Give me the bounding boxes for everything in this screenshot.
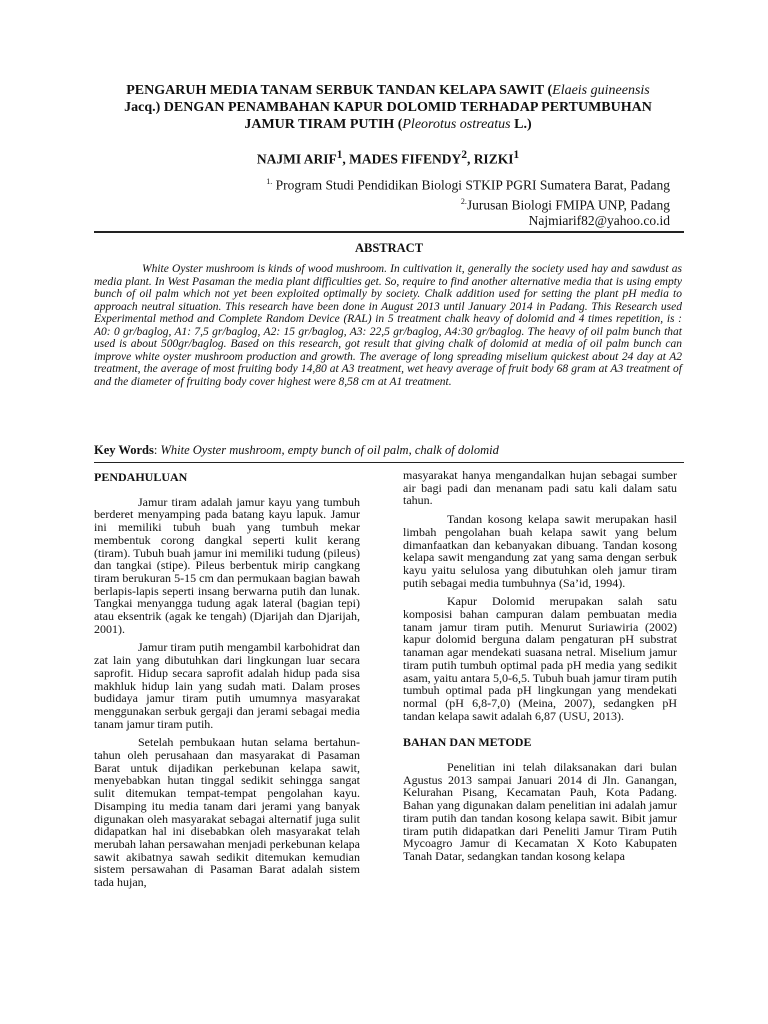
section-heading-methods: BAHAN DAN METODE [403,735,532,750]
abstract-heading: ABSTRACT [354,241,424,255]
title-text-2: Jacq.) [124,100,164,115]
left-column [94,471,360,895]
title-species-2: Pleorotus ostreatus [402,117,511,132]
author-separator: , [342,151,350,167]
author-3: RIZKI [473,151,514,167]
keywords-colon: : [153,443,161,457]
author-email: Najmiarif82@yahoo.co.id [528,213,670,228]
paragraph: Tandan kosong kelapa sawit merupakan hasil limbah pengolahan buah kelapa sawit yang belum dimanfaatkan dan kebanyakan dibuang. Tandan kosong kelapa sawit mengandung zat yang sama dengan serbuk kayu yaitu selulosa yang dibutuhkan oleh jamur tiram putih sebagai media tumbuhnya (Sa’id, 1994). [403,512,677,590]
header-divider [94,231,684,233]
keywords-divider [94,462,684,463]
right-column [403,469,677,869]
affiliation-2-sup: 2. [460,196,467,206]
author-1: NAJMI ARIF [256,151,337,167]
affiliation-2 [170,194,670,214]
author-2-sup: 2 [461,149,467,161]
affiliation-1-text: Program Studi Pendidikan Biologi STKIP PGRI Sumatera Barat, Padang [272,177,670,193]
paper-title [108,82,668,133]
title-species-1: Elaeis guineensis [552,83,650,98]
affiliation-1-sup: 1. [266,177,273,186]
keywords-label: Key Words [94,443,154,457]
paragraph: masyarakat hanya mengandalkan hujan sebagai sumber air bagi padi dan menanam padi satu kali dalam satu tahun. [403,468,677,508]
affiliation-1 [170,174,670,194]
title-text-4: L.) [510,117,532,132]
affiliation-2-text: Jurusan Biologi FMIPA UNP, Padang [466,197,670,212]
paragraph: Kapur Dolomid merupakan salah satu komposisi bahan campuran dalam pembuatan media tanam jamur tiram putih. Menurut Suriawiria (2002) kapur dolomid berguna dalam pengaturan pH substrat tanaman agar mendekati suasana netral. Miselium jamur tiram putih tumbuh optimal pada pH media yang sedikit asam, yaitu antara 5,0-6,5. Tubuh buah jamur tiram putih tumbuh optimal pada pH lingkungan yang mendekati normal (pH 6,8-7,0) (Meina, 2007), sedangken pH tandan kelapa sawit adalah 6,87 (USU, 2013). [403,594,677,723]
author-1-sup: 1 [336,149,343,161]
paragraph: Penelitian ini telah dilaksanakan dari bulan Agustus 2013 sampai Januari 2014 di Jln. Ganangan, Kelurahan Pisang, Kecamatan Pauh, Kota Padang. Bahan yang digunakan dalam penelitian ini adalah jamur tiram putih dan tandan kosong kelapa sawit. Bibit jamur tiram putih didapatkan dari Peneliti Jamur Tiram Putih Mycoagro Jamur di Kecamatan X Koto Kabupaten Tanah Datar, sedangkan tandan kosong kelapa [403,760,677,863]
section-heading-introduction: PENDAHULUAN [94,470,188,484]
author-list [108,149,668,168]
title-text-1: PENGARUH MEDIA TANAM SERBUK TANDAN KELAPA SAWIT ( [126,83,553,98]
paragraph: Jamur tiram putih mengambil karbohidrat dan zat lain yang dibutuhkan dari lingkungan luar secara saprofit. Hidup secara saprofit adalah hidup pada sisa makhluk hidup lain yang sudah mati. Dalam proses budidaya jamur tiram putih umumnya masyarakat menggunakan serbuk gergaji dan jerami sebagai media tanam jamur tiram putih. [94,640,360,731]
affiliations [170,174,670,229]
paragraph: Setelah pembukaan hutan selama bertahun-tahun oleh perusahaan dan masyarakat di Pasaman Barat untuk dijadikan perkebunan kelapa sawit, menyebabkan hutan tinggal sedikit sehingga sangat sulit ditemukan tempat-tempat pengolahan kayu. Disamping itu media tanam dari jerami yang banyak digunakan oleh masyarakat sebagai alternatif juga sulit didapatkan hal ini disebabkan oleh masyarakat telah merubah lahan persawahan menjadi perkebunan kelapa sawit akibatnya sawah sedikit ditemukan kemudian sistem persawahan di Pasaman Barat adalah sistem tada hujan, [94,735,360,890]
keywords [94,443,684,458]
author-2: MADES FIFENDY [349,151,462,167]
title-text-3: DENGAN PENAMBAHAN KAPUR DOLOMID TERHADAP PERTUMBUHAN JAMUR TIRAM PUTIH ( [163,100,652,132]
author-separator: , [466,151,474,167]
abstract-text: White Oyster mushroom is kinds of wood mushroom. In cultivation it, generally the society used hay and sawdust as media plant. In West Pasaman the media plant difficulties get. So, require to find another alternative media that is using empty bunch of oil palm which not yet been exploited optimally by society. Chalk addition used for setting the plant pH media to approach neutral situation. This research have been done in August 2013 until January 2014 in Padang. This Research used Experimental method and Complete Random Device (RAL) in 5 treatment chalk heavy of dolomid and 4 times repetition, is : A0: 0 gr/baglog, A1: 7,5 gr/baglog, A2: 15 gr/baglog, A3: 22,5 gr/baglog, A4:30 gr/baglog. The heavy of oil palm bunch that used is about 500gr/baglog. Based on this research, got result that giving chalk of dolomid at media of oil palm bunch can improve white oyster mushroom production and growth. The average of long spreading miselium quickest about 24 day at A2 treatment, the average of most fruiting body 14,80 at A3 treatment, wet heavy average of fruit body 68 gram at A3 treatment of and the diameter of fruiting body cover highest were 8,58 cm at A1 treatment. [94,263,682,388]
keywords-value: White Oyster mushroom, empty bunch of oil palm, chalk of dolomid [160,443,499,457]
paragraph: Jamur tiram adalah jamur kayu yang tumbuh berderet menyamping pada batang kayu lapuk. Jamur ini memiliki tubuh buah yang tumbuh mekar membentuk corong dangkal seperti kulit kerang (tiram). Tubuh buah jamur ini memiliki tudung (pileus) dan tangkai (stipe). Pileus berbentuk mirip cangkang tiram berukuran 5-15 cm dan permukaan bagian bawah berlapis-lapis seperti insang berwarna putih dan lunak. Tangkai menyangga tudung agak lateral (bagian tepi) atau eksentrik (agak ke tengah) (Djarijah dan Djarijah, 2001). [94,494,360,636]
author-3-sup: 1 [513,149,520,161]
